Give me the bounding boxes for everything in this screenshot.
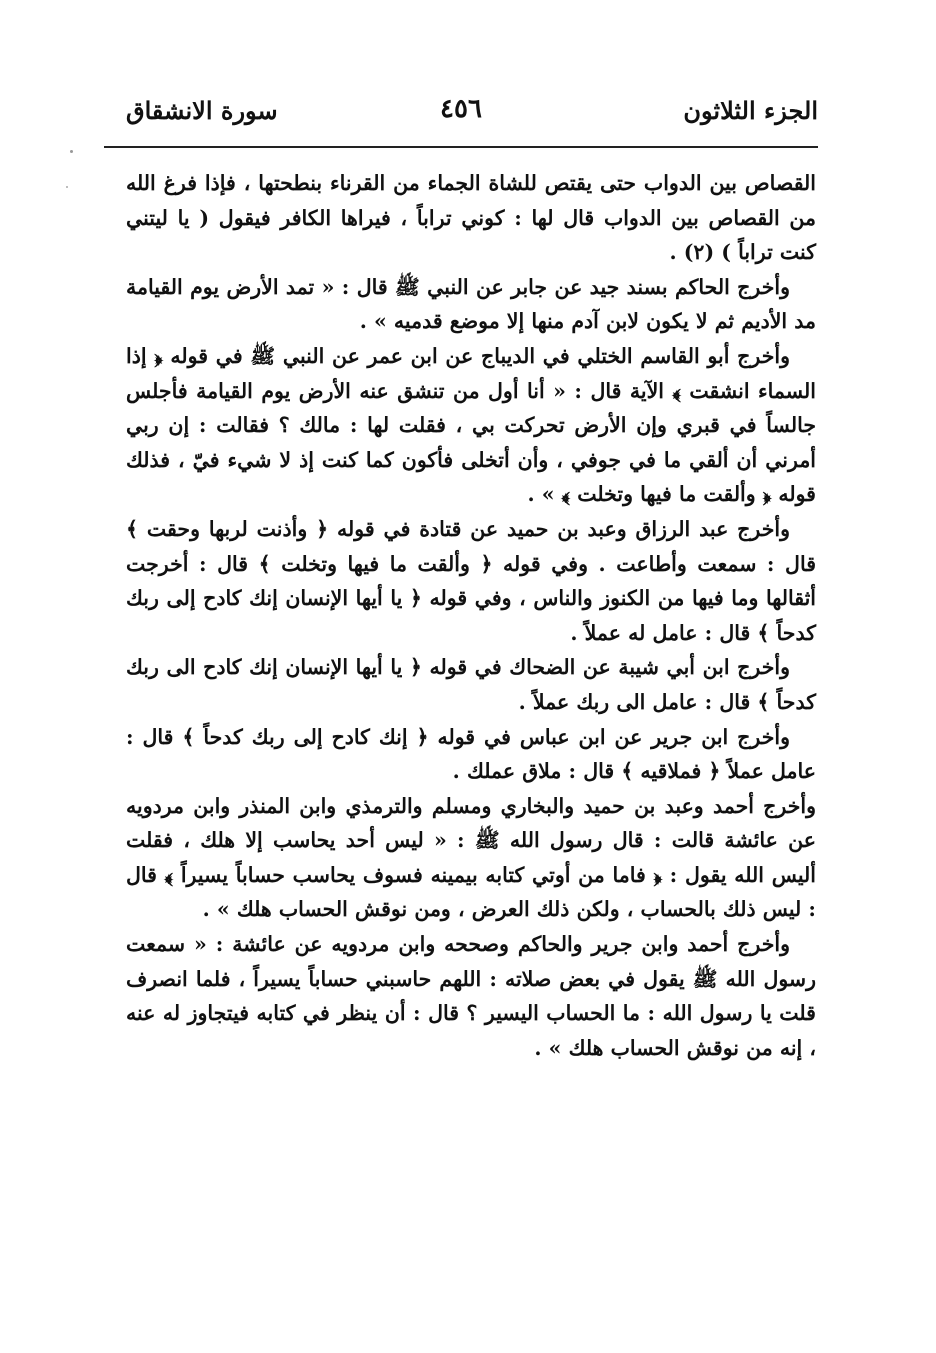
paragraph-ahmad-aishah: وأخرج أحمد وعبد بن حميد والبخاري ومسلم والترمذي وابن المنذر وابن مردويه عن عائشة قالت : قال رسول الله ﷺ : « ليس أحد يحاسب إلا هلك ، فقلت أليس الله يقول : ﴿ فاما من أوتي كتابه بيمينه فسوف يحاسب حساباً يسيراً ﴾ قال : ليس ذلك بالحساب ، ولكن ذلك العرض ، ومن نوقش الحساب هلك » . [126, 793, 816, 922]
paragraph-abdurrazzaq: وأخرج عبد الرزاق وعبد بن حميد عن قتادة في قوله ﴿ وأذنت لربها وحقت ﴾ قال : سمعت وأطاعت . وفي قوله ﴿ وألقت ما فيها وتخلت ﴾ قال : أخرجت أثقالها وما فيها من الكنوز والناس ، وفي قوله ﴿ يا أيها الإنسان إنك كادح إلى ربك كدحاً ﴾ قال : عامل له عملاً . [126, 516, 816, 645]
paragraph-ahmad-ibn-jarir: وأخرج أحمد وابن جرير والحاكم وصححه وابن مردويه عن عائشة : « سمعت رسول الله ﷺ يقول في بعض صلاته : اللهم حاسبني حساباً يسيراً ، فلما انصرف قلت يا رسول الله : ما الحساب اليسير ؟ قال : أن ينظر في كتابه فيتجاوز له عنه ، إنه من نوقش الحساب هلك » . [126, 932, 816, 1060]
page-number: ٤٥٦ [440, 94, 482, 124]
paragraph-ibn-jarir: وأخرج ابن جرير عن ابن عباس في قوله ﴿ إنك كادح إلى ربك كدحاً ﴾ قال : عامل عملاً ﴿ فملاقيه ﴾ قال : ملاق عملك . [126, 724, 816, 784]
paragraph-hakim-jabir: وأخرج الحاكم بسند جيد عن جابر عن النبي ﷺ قال : « تمد الأرض يوم القيامة مد الأديم ثم لا يكون لابن آدم منها إلا موضع قدميه » . [126, 274, 816, 334]
paper-speck [70, 150, 73, 153]
part-label: الجزء الثلاثون [683, 96, 818, 125]
header-rule [104, 146, 818, 148]
paragraph-khuttali: وأخرج أبو القاسم الختلي في الديباج عن ابن عمر عن النبي ﷺ في قوله ﴿ إذا السماء انشقت ﴾ الآية قال : « أنا أول من تنشق عنه الأرض يوم القيامة فأجلس جالساً في قبري وإن الأرض تحركت بي ، فقلت لها : مالك ؟ فقالت : إن ربي أمرني أن ألقي ما في جوفي ، وأن أتخلى فأكون كما كنت إذ لا شيء فيّ ، فذلك قوله ﴿ وألقت ما فيها وتخلت ﴾ » . [126, 343, 816, 507]
paragraph-ibn-abi-shaybah: وأخرج ابن أبي شيبة عن الضحاك في قوله ﴿ يا أيها الإنسان إنك كادح الى ربك كدحاً ﴾ قال : عامل الى ربك عملاً . [126, 655, 816, 714]
paper-speck [66, 186, 68, 188]
main-text [126, 166, 816, 1065]
surah-label: سورة الانشقاق [126, 96, 278, 125]
page-header [104, 92, 818, 144]
paragraph-continuation: القصاص بين الدواب حتى يقتص للشاة الجماء من القرناء بنطحتها ، فإذا فرغ الله من القصاص بين الدواب قال لها : كوني تراباً ، فيراها الكافر فيقول ( يا ليتني كنت تراباً ) (٢) . [126, 171, 816, 265]
